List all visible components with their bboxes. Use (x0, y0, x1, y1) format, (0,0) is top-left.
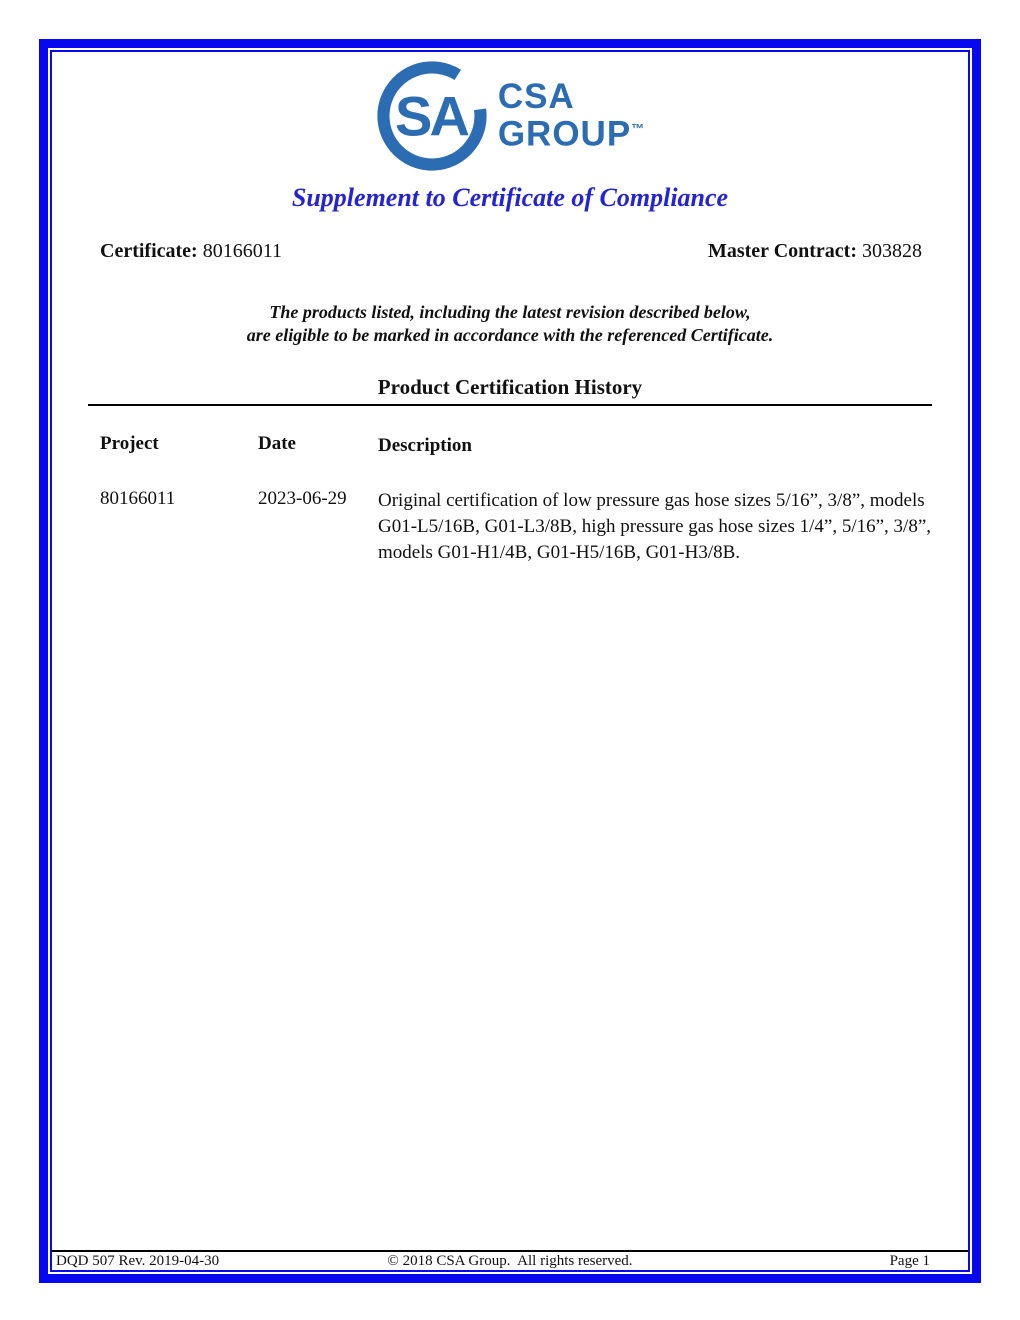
master-contract-label: Master Contract: (707, 240, 857, 262)
master-contract-value: 303828 (862, 240, 922, 262)
master-contract (708, 240, 922, 263)
footer-document-id: DQD 507 Rev. 2019-04-30 (56, 1253, 220, 1269)
description-line-3: models G01-H1/4B, G01-H5/16B, G01-H3/8B. (378, 542, 741, 563)
eligibility-line-1: The products listed, including the latest revision described below, (269, 302, 751, 322)
csa-wordmark-group: GROUP (497, 114, 632, 154)
csa-wordmark (497, 77, 645, 154)
certificate-value: 80166011 (202, 240, 282, 262)
row-date-value: 2023-06-29 (258, 488, 347, 509)
csa-wordmark-line2 (497, 113, 645, 154)
column-header-project: Project (100, 433, 159, 454)
trademark-symbol: ™ (631, 121, 645, 137)
page-title: Supplement to Certificate of Compliance (291, 183, 729, 212)
section-divider (88, 404, 932, 406)
page-border-outer (39, 39, 981, 1283)
certificate-info-row (100, 240, 922, 263)
footer-copyright: © 2018 CSA Group. All rights reserved. (387, 1253, 633, 1269)
csa-monogram-icon (376, 60, 488, 172)
certificate-number (100, 240, 282, 263)
row-project-value: 80166011 (100, 488, 176, 509)
description-line-2: G01-L5/16B, G01-L3/8B, high pressure gas hose sizes 1/4”, 5/16”, 3/8”, (378, 516, 932, 537)
csa-monogram-letters: SA (394, 84, 467, 148)
description-line-1: Original certification of low pressure gas hose sizes 5/16”, 3/8”, models (378, 490, 925, 511)
csa-logo (0, 58, 1020, 174)
certificate-label: Certificate: (100, 240, 198, 262)
footer-page-number: Page 1 (889, 1253, 930, 1269)
column-header-date: Date (258, 433, 296, 454)
section-title-product-certification-history: Product Certification History (377, 375, 643, 399)
csa-wordmark-line1: CSA (497, 77, 575, 117)
row-description-value (378, 488, 938, 566)
footer-divider (52, 1250, 968, 1252)
column-header-description: Description (378, 435, 472, 456)
page-border-inner (50, 50, 970, 1272)
eligibility-statement (0, 301, 1020, 347)
eligibility-line-2: are eligible to be marked in accordance with the referenced Certificate. (246, 325, 774, 345)
